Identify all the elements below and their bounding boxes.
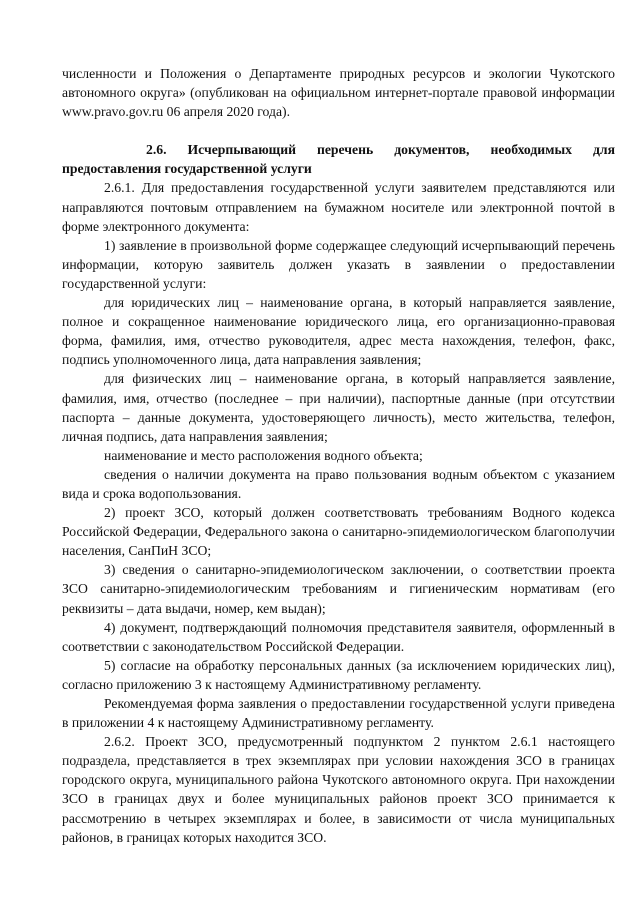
- water-object-paragraph: наименование и место расположения водного объекта;: [104, 447, 423, 463]
- intro-paragraph: численности и Положения о Департаменте природных ресурсов и экологии Чукотского автономного округа» (опубликован на официальном интернет-портале правовой информации www.pravo.gov.ru 06 апреля 2020 года).: [62, 66, 615, 120]
- list-item-4-authority: 4) документ, подтверждающий полномочия представителя заявителя, оформленный в соответствии с законодательством Российской Федерации.: [62, 619, 615, 654]
- section-title: Исчерпывающий перечень документов, необходимых для предоставления государственной услуги: [62, 142, 616, 177]
- list-item-5-consent: 5) согласие на обработку персональных данных (за исключением юридических лиц), согласно приложению 3 к настоящему Административному регламенту.: [62, 657, 615, 692]
- section-heading: [62, 140, 615, 178]
- individuals-paragraph: для физических лиц – наименование органа, в который направляется заявление, фамилия, имя, отчество (последнее – при наличии), паспортные данные (при отсутствии паспорта – данные документа, удостоверяющего личность), место жительства, телефон, личная подпись, дата направления заявления;: [62, 371, 615, 444]
- document-page: [62, 64, 615, 847]
- recommended-form-paragraph: Рекомендуемая форма заявления о предоставлении государственной услуги приведена в приложении 4 к настоящему Административному регламенту.: [62, 696, 615, 731]
- water-use-document-paragraph: сведения о наличии документа на право пользования водным объектом с указанием вида и срока водопользования.: [62, 466, 615, 501]
- paragraph-2-6-1: 2.6.1. Для предоставления государственной услуги заявителем представляются или направляются почтовым отправлением на бумажном носителе или электронной почтой в форме электронного документа:: [62, 180, 615, 234]
- paragraph-spacer: [62, 121, 615, 140]
- list-item-3-conclusion: 3) сведения о санитарно-эпидемиологическом заключении, о соответствии проекта ЗСО санитарно-эпидемиологическим требованиям и гигиеническим нормативам (его реквизиты – дата выдачи, номер, кем выдан);: [62, 562, 615, 616]
- list-item-2-project: 2) проект ЗСО, который должен соответствовать требованиям Водного кодекса Российской Федерации, Федерального закона о санитарно-эпидемиологическом благополучии населения, СанПиН ЗСО;: [62, 505, 615, 559]
- list-item-1-application: 1) заявление в произвольной форме содержащее следующий исчерпывающий перечень информации, которую заявитель должен указать в заявлении о предоставлении государственной услуги:: [62, 237, 615, 291]
- legal-entities-paragraph: для юридических лиц – наименование органа, в который направляется заявление, полное и сокращенное наименование юридического лица, его организационно-правовая форма, фамилия, имя, отчество руководителя, адрес места нахождения, телефон, факс, подпись уполномоченного лица, дата направления заявления;: [62, 295, 615, 368]
- paragraph-2-6-2: 2.6.2. Проект ЗСО, предусмотренный подпунктом 2 пунктом 2.6.1 настоящего подраздела, представляется в трех экземплярах при условии нахождения ЗСО в границах городского округа, муниципального района Чукотского автономного округа. При нахождении ЗСО в границах двух и более муниципальных районов проект ЗСО принимается к рассмотрению в четырех экземплярах и более, в зависимости от числа муниципальных районов, в границах которых находится ЗСО.: [62, 734, 615, 845]
- section-number: 2.6.: [146, 142, 167, 158]
